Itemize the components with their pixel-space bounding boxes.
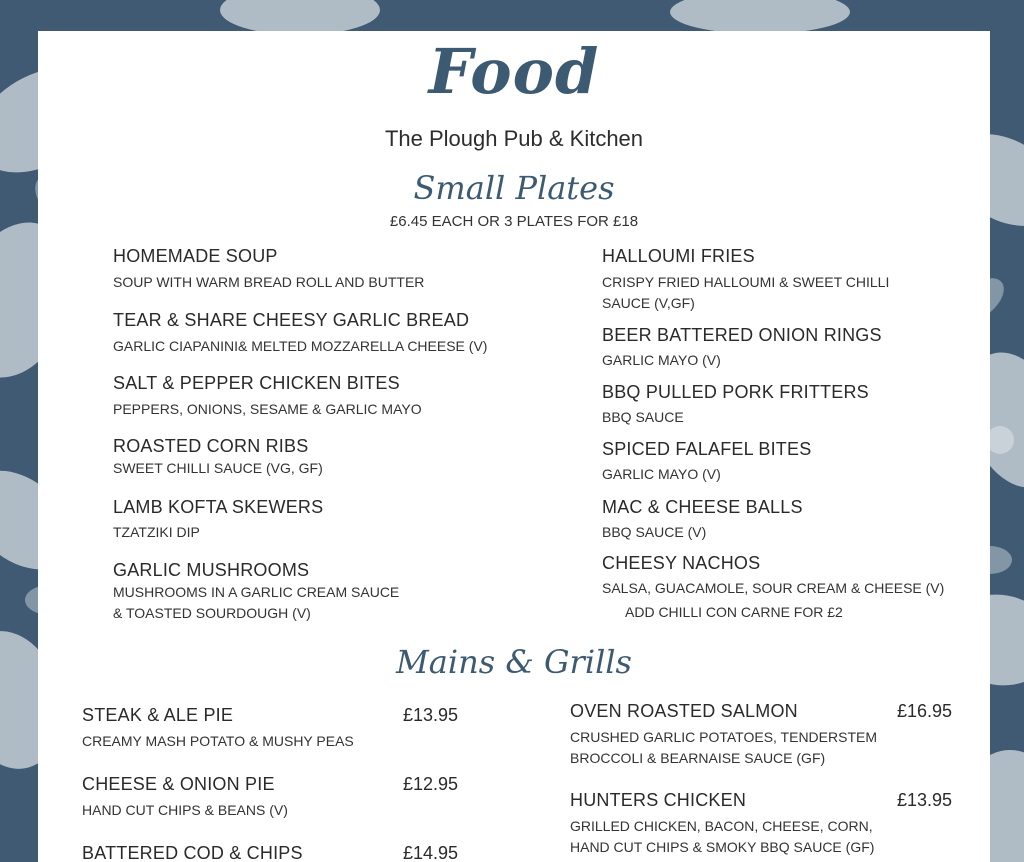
menu-item-desc: SWEET CHILLI SAUCE (VG, GF) <box>113 460 323 476</box>
menu-item-name: ROASTED CORN RIBS <box>113 436 309 456</box>
menu-item-desc: GARLIC MAYO (V) <box>602 352 721 368</box>
menu-item-name: MAC & CHEESE BALLS <box>602 497 803 517</box>
menu-item-desc: GARLIC CIAPANINI& MELTED MOZZARELLA CHEESE (V) <box>113 338 488 354</box>
menu-page <box>38 31 990 862</box>
menu-item-name: BATTERED COD & CHIPS <box>82 843 303 862</box>
menu-item-name: BEER BATTERED ONION RINGS <box>602 325 882 345</box>
menu-item-price: £12.95 <box>403 774 459 794</box>
menu-item-name: BBQ PULLED PORK FRITTERS <box>602 382 869 402</box>
menu-item-price: £13.95 <box>403 705 459 725</box>
menu-item-name: HALLOUMI FRIES <box>602 246 755 266</box>
menu-item-desc: HAND CUT CHIPS & BEANS (V) <box>82 802 288 818</box>
menu-item-desc: CRUSHED GARLIC POTATOES, TENDERSTEM <box>570 729 878 745</box>
menu-item-desc: PEPPERS, ONIONS, SESAME & GARLIC MAYO <box>113 401 422 417</box>
menu-item-name: CHEESY NACHOS <box>602 553 761 573</box>
menu-item-desc: CRISPY FRIED HALLOUMI & SWEET CHILLI <box>602 274 890 290</box>
menu-item-name: STEAK & ALE PIE <box>82 705 234 725</box>
menu-item-addon: ADD CHILLI CON CARNE FOR £2 <box>625 604 843 620</box>
menu-item-desc: SOUP WITH WARM BREAD ROLL AND BUTTER <box>113 274 425 290</box>
menu-item-name: TEAR & SHARE CHEESY GARLIC BREAD <box>113 310 470 330</box>
menu-item-name: CHEESE & ONION PIE <box>82 774 275 794</box>
menu-item-desc: BROCCOLI & BEARNAISE SAUCE (GF) <box>570 750 826 766</box>
menu-item-name: HOMEMADE SOUP <box>113 246 278 266</box>
menu-item-name: SPICED FALAFEL BITES <box>602 439 812 459</box>
menu-item-desc: GRILLED CHICKEN, BACON, CHEESE, CORN, <box>570 818 873 834</box>
section-heading-small-plates: Small Plates <box>413 169 615 207</box>
menu-item-desc: BBQ SAUCE <box>602 409 684 425</box>
menu-item-desc: HAND CUT CHIPS & SMOKY BBQ SAUCE (GF) <box>570 839 875 855</box>
menu-item-desc: GARLIC MAYO (V) <box>602 466 721 482</box>
menu-item-desc: & TOASTED SOURDOUGH (V) <box>113 605 311 621</box>
restaurant-name: The Plough Pub & Kitchen <box>384 126 644 151</box>
menu-item-name: OVEN ROASTED SALMON <box>570 701 798 721</box>
menu-item-name: HUNTERS CHICKEN <box>570 790 747 810</box>
section-heading-mains: Mains & Grills <box>396 643 632 681</box>
small-plates-price-note: £6.45 EACH OR 3 PLATES FOR £18 <box>389 213 639 230</box>
menu-item-price: £14.95 <box>403 843 459 862</box>
menu-title: Food <box>428 35 600 108</box>
menu-item-desc: TZATZIKI DIP <box>113 524 200 540</box>
menu-item-price: £13.95 <box>897 790 953 810</box>
menu-item-desc: MUSHROOMS IN A GARLIC CREAM SAUCE <box>113 584 400 600</box>
menu-item-desc: CREAMY MASH POTATO & MUSHY PEAS <box>82 733 354 749</box>
menu-item-desc: SALSA, GUACAMOLE, SOUR CREAM & CHEESE (V) <box>602 580 945 596</box>
menu-item-name: SALT & PEPPER CHICKEN BITES <box>113 373 400 393</box>
menu-item-desc: SAUCE (V,GF) <box>602 295 695 311</box>
menu-item-name: LAMB KOFTA SKEWERS <box>113 497 324 517</box>
menu-item-desc: BBQ SAUCE (V) <box>602 524 707 540</box>
menu-item-name: GARLIC MUSHROOMS <box>113 560 310 580</box>
menu-item-price: £16.95 <box>897 701 953 721</box>
